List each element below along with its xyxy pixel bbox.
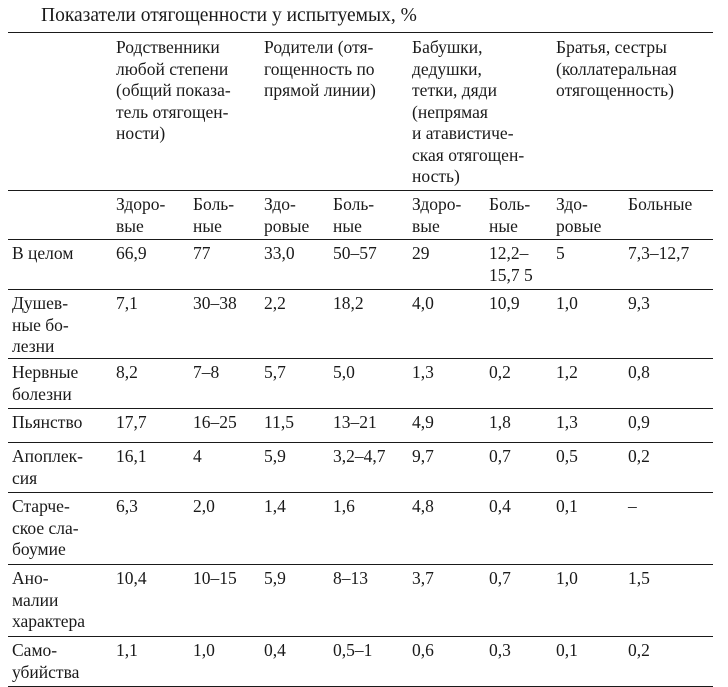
table-row (8, 409, 713, 443)
subheader-sick: Боль- ные (485, 191, 552, 240)
row-label: Апоплек- сия (8, 443, 112, 493)
table-cell: 9,7 (408, 443, 485, 493)
subheader-sick: Боль- ные (329, 191, 408, 240)
row-label: Само- убийства (8, 637, 112, 687)
table-cell: 29 (408, 240, 485, 290)
group-header-siblings: Братья, сестры (коллатеральная отягощенность) (552, 33, 713, 191)
table-cell: 1,0 (189, 637, 260, 687)
table-cell: 1,1 (112, 637, 189, 687)
table-cell: 5,9 (260, 443, 329, 493)
subheader-sick: Боль- ные (189, 191, 260, 240)
table-cell: 16,1 (112, 443, 189, 493)
group-header-any-relatives: Родственники любой степени (общий показа- тель отягощен- ности) (112, 33, 260, 191)
table-cell: 0,7 (485, 565, 552, 637)
table-cell: 1,2 (552, 359, 624, 409)
table-cell: 2,2 (260, 290, 329, 359)
table-cell: 10,4 (112, 565, 189, 637)
subheader-healthy: Здо- ровые (260, 191, 329, 240)
heredity-burden-table (8, 32, 713, 687)
table-cell: 0,4 (260, 637, 329, 687)
corner-cell (8, 191, 112, 240)
table-cell: 1,8 (485, 409, 552, 443)
table-cell: 0,5 (552, 443, 624, 493)
table-cell: 3,7 (408, 565, 485, 637)
table-caption: Показатели отягощенности у испытуемых, % (41, 5, 417, 26)
row-label: Пьянство (8, 409, 112, 443)
table-cell: 0,7 (485, 443, 552, 493)
row-label: Душев- ные бо- лезни (8, 290, 112, 359)
table-cell: 0,2 (485, 359, 552, 409)
table-cell: 30–38 (189, 290, 260, 359)
group-header-row (8, 33, 713, 191)
table-cell: 3,2–4,7 (329, 443, 408, 493)
table-cell: 11,5 (260, 409, 329, 443)
corner-cell (8, 33, 112, 191)
table-cell: 1,5 (624, 565, 713, 637)
table-cell: 6,3 (112, 493, 189, 565)
table-cell: 1,6 (329, 493, 408, 565)
table-cell: 5,7 (260, 359, 329, 409)
table-cell: 17,7 (112, 409, 189, 443)
subheader-row (8, 191, 713, 240)
table-cell: – (624, 493, 713, 565)
group-header-grandparents-aunts-uncles: Бабушки, дедушки, тетки, дяди (непрямая и атавистиче- ская отягощен- ность) (408, 33, 552, 191)
table-cell: 33,0 (260, 240, 329, 290)
table-row (8, 443, 713, 493)
table-cell: 50–57 (329, 240, 408, 290)
table-cell: 10–15 (189, 565, 260, 637)
table-cell: 0,3 (485, 637, 552, 687)
table-cell: 1,4 (260, 493, 329, 565)
table-row (8, 565, 713, 637)
table-cell: 9,3 (624, 290, 713, 359)
row-label: Старче- ское сла- боумие (8, 493, 112, 565)
table-cell: 4 (189, 443, 260, 493)
table-row (8, 240, 713, 290)
table-cell: 13–21 (329, 409, 408, 443)
table-cell: 0,1 (552, 637, 624, 687)
table-row (8, 493, 713, 565)
table-cell: 8–13 (329, 565, 408, 637)
table-body (8, 240, 713, 687)
table-cell: 2,0 (189, 493, 260, 565)
table-cell: 1,3 (552, 409, 624, 443)
table-cell: 8,2 (112, 359, 189, 409)
table-cell: 4,8 (408, 493, 485, 565)
table-cell: 0,2 (624, 637, 713, 687)
table-cell: 1,0 (552, 290, 624, 359)
row-label: В целом (8, 240, 112, 290)
table-cell: 1,3 (408, 359, 485, 409)
subheader-healthy: Здо- ровые (552, 191, 624, 240)
table-row (8, 637, 713, 687)
table-cell: 0,4 (485, 493, 552, 565)
table-cell: 1,0 (552, 565, 624, 637)
subheader-sick: Больные (624, 191, 713, 240)
table-cell: 5,9 (260, 565, 329, 637)
table-cell: 5 (552, 240, 624, 290)
row-label: Нервные болезни (8, 359, 112, 409)
table-cell: 0,1 (552, 493, 624, 565)
row-label: Ано- малии характера (8, 565, 112, 637)
table-cell: 10,9 (485, 290, 552, 359)
table-cell: 66,9 (112, 240, 189, 290)
table-cell: 16–25 (189, 409, 260, 443)
table-cell: 0,9 (624, 409, 713, 443)
table-cell: 0,8 (624, 359, 713, 409)
table-cell: 5,0 (329, 359, 408, 409)
table-cell: 7,3–12,7 (624, 240, 713, 290)
table-cell: 12,2– 15,7 5 (485, 240, 552, 290)
table-cell: 7,1 (112, 290, 189, 359)
group-header-parents: Родители (отя- гощенность по прямой линии) (260, 33, 408, 191)
table-row (8, 290, 713, 359)
table-row (8, 359, 713, 409)
table-cell: 0,5–1 (329, 637, 408, 687)
table-cell: 77 (189, 240, 260, 290)
subheader-healthy: Здоро- вые (112, 191, 189, 240)
table-cell: 7–8 (189, 359, 260, 409)
table-cell: 0,2 (624, 443, 713, 493)
subheader-healthy: Здоро- вые (408, 191, 485, 240)
table-cell: 4,9 (408, 409, 485, 443)
table-cell: 18,2 (329, 290, 408, 359)
table-cell: 4,0 (408, 290, 485, 359)
table-cell: 0,6 (408, 637, 485, 687)
